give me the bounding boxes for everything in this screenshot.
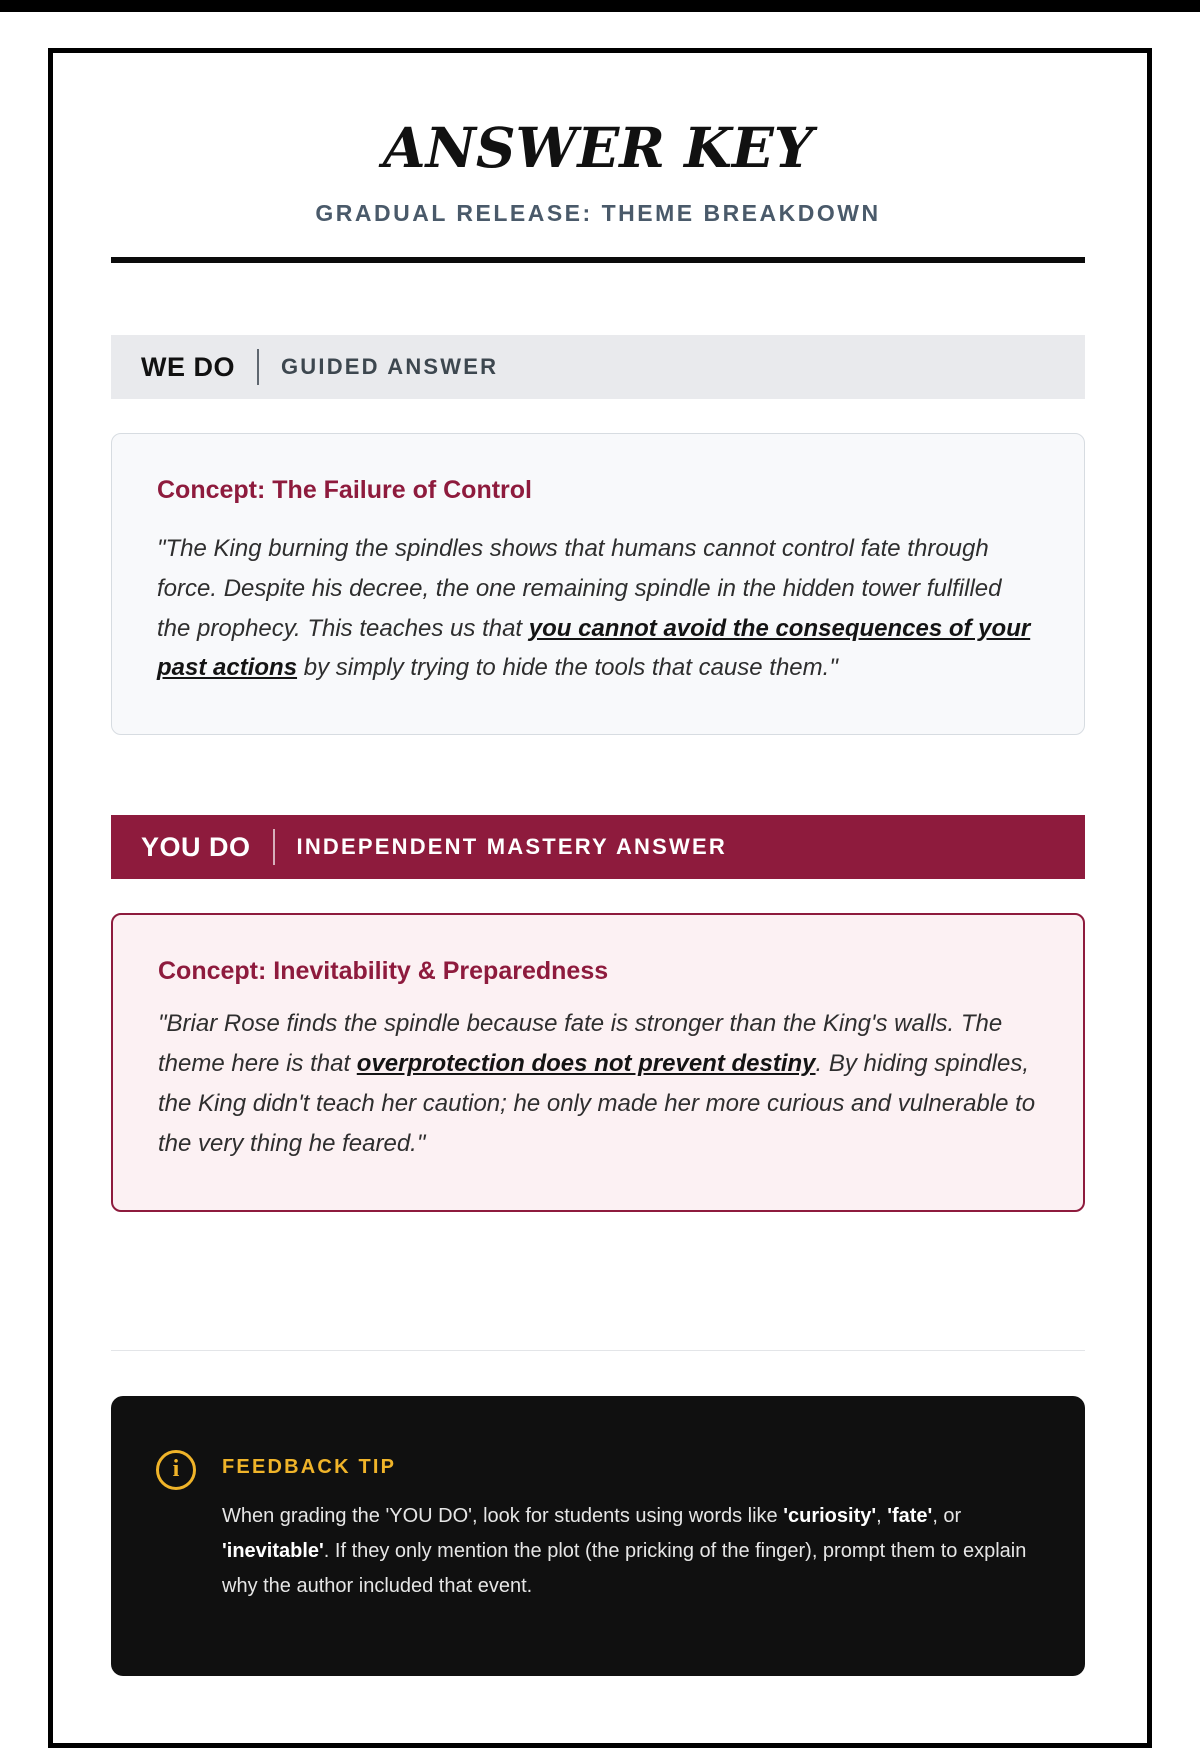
we-do-label: WE DO [141, 351, 235, 382]
top-black-strip [0, 0, 1200, 12]
we-do-concept-heading: Concept: The Failure of Control [157, 476, 532, 504]
feedback-tip-body [222, 1499, 1040, 1604]
feedback-body-bold-inevitable: 'inevitable' [222, 1539, 324, 1562]
section-separator-line [111, 1350, 1085, 1351]
you-do-quote-tail: . By hiding spindles, the King didn't teach her caution; he only made her more curious and vulnerable to the very thing he feared." [158, 1050, 1036, 1157]
we-do-heading: GUIDED ANSWER [281, 354, 499, 379]
we-do-quote-lead: "The King burning the spindles shows that humans cannot control fate through force. Despite his decree, the one remaining spindle in the hidden tower fulfilled the prophecy. This teaches us that [157, 535, 1002, 642]
feedback-tip-card [111, 1396, 1085, 1676]
title-divider-rule [111, 257, 1085, 263]
we-do-section-header [111, 335, 1085, 399]
you-do-section-header [111, 815, 1085, 879]
we-do-quote-emphasis: you cannot avoid the consequences of your past actions [157, 614, 1031, 682]
feedback-text-block [222, 1448, 1040, 1628]
you-do-answer-quote [158, 1004, 1038, 1163]
we-do-answer-quote [157, 529, 1039, 688]
we-do-answer-card [111, 433, 1085, 735]
feedback-body-bold-curiosity: 'curiosity' [783, 1504, 877, 1527]
info-icon: i [156, 1450, 196, 1490]
you-do-header-divider [273, 829, 275, 865]
we-do-header-divider [257, 349, 259, 385]
feedback-tip-title: FEEDBACK TIP [222, 1455, 397, 1478]
feedback-body-t3: , or [932, 1504, 962, 1527]
feedback-body-t4: . If they only mention the plot (the pricking of the finger), prompt them to explain why the author included that event. [222, 1539, 1027, 1597]
worksheet-frame [48, 48, 1152, 1748]
you-do-label: YOU DO [141, 831, 251, 862]
feedback-body-bold-fate: 'fate' [887, 1504, 933, 1527]
we-do-quote-tail: by simply trying to hide the tools that cause them." [297, 654, 838, 682]
you-do-heading: INDEPENDENT MASTERY ANSWER [296, 834, 727, 860]
you-do-concept-heading: Concept: Inevitability & Preparedness [158, 957, 609, 986]
page-subtitle: GRADUAL RELEASE: THEME BREAKDOWN [315, 200, 881, 226]
you-do-answer-card [111, 913, 1085, 1211]
page-title: ANSWER KEY [382, 115, 814, 180]
you-do-quote-emphasis: overprotection does not prevent destiny [356, 1050, 816, 1078]
worksheet-content [53, 53, 1147, 1676]
you-do-quote-lead: "Briar Rose finds the spindle because fate is stronger than the King's walls. The theme here is that [158, 1010, 1003, 1078]
feedback-body-t1: When grading the 'YOU DO', look for students using words like [222, 1504, 784, 1527]
feedback-body-t2: , [876, 1504, 888, 1527]
